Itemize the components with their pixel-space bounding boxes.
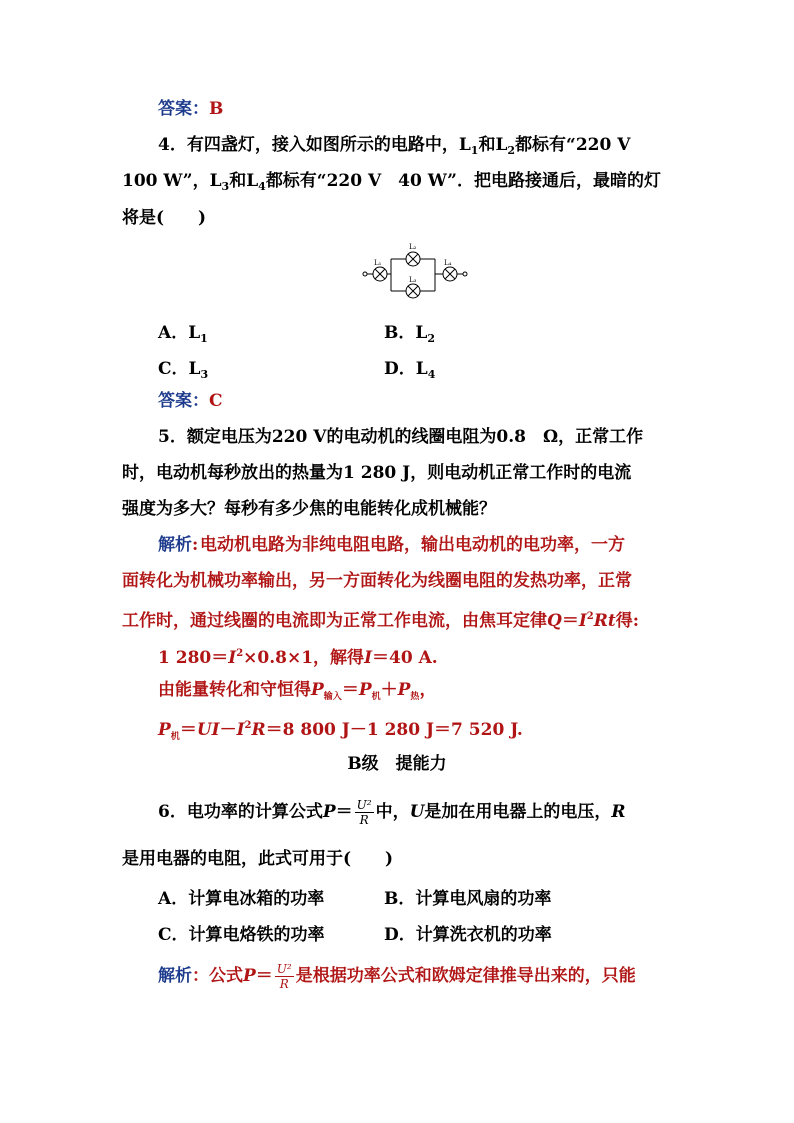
superscript: 2 [244,720,252,731]
subscript: 4 [427,368,436,381]
option-text: C．计算电烙铁的功率 [158,925,325,945]
solution-text: 面转化为机械功率输出，另一方面转化为线圈电阻的发热功率，正常 [122,571,632,591]
subscript: 1 [200,332,208,345]
subscript: 热 [410,692,420,702]
q5-text: 强度为多大？每秒有多少焦的电能转化成机械能？ [122,499,496,519]
math-op: ＝ [255,966,273,986]
math-var: P [158,720,171,740]
math-op: ＝ [561,611,579,631]
solution-label: 解析 [158,535,192,555]
solution-text: 公式 [209,966,243,986]
q6-text: 中， [375,802,410,822]
lamp-l4 [443,267,457,281]
q4-text: 都标有“220 V [515,135,631,155]
section-title: B级 提能力 [347,754,447,774]
q4-option-b [384,318,435,345]
solution-text: ＝8 800 J－1 280 J＝7 520 J. [265,720,523,740]
option-text: A．L [158,323,201,343]
q4-option-c [158,354,208,381]
math-var: Rt [593,611,616,631]
math-op: － [219,720,237,740]
math-op: ＝ [179,720,197,740]
q4-text: 100 W”，L [122,171,222,191]
q4-option-a [158,318,208,345]
sol5-line-6 [158,715,523,748]
solution-text: ×0.8×1，解得 [243,648,365,668]
fraction-denominator: R [359,813,369,827]
q4-line-2 [122,170,661,198]
label-l1: L₁ [374,259,382,267]
fraction-numerator: U² [356,798,372,812]
answer-line-c [158,390,223,412]
q6-line-1 [158,798,626,827]
q4-text: 将是( ) [122,208,207,228]
sol5-line-4 [158,643,438,669]
question-number: 5． [158,427,187,447]
option-text: A．计算电冰箱的功率 [158,889,325,909]
q4-line-1 [158,134,630,162]
q6-text: 电功率的计算公式 [186,802,323,822]
math-var: I [364,648,373,668]
label-l4: L₄ [444,259,452,267]
math-var: R [611,802,626,822]
math-var: Q [547,611,562,631]
subscript: 机 [371,692,381,702]
sol6-line-1 [158,962,636,991]
fraction [275,962,294,991]
option-text: D．L [384,359,428,379]
q5-line-2 [122,462,631,484]
sol5-line-5 [158,679,436,708]
solution-text: 是根据功率公式和欧姆定律推导出来的，只能 [295,966,636,986]
lamp-l1 [373,267,387,281]
q6-text: 是加在用电器上的电压， [424,802,612,822]
solution-text: ， [419,680,437,700]
question-number: 6． [158,802,187,822]
fraction-numerator: U² [276,962,292,976]
sol5-line-2 [122,570,632,592]
option-text: C．L [158,359,201,379]
subscript: 机 [170,732,180,742]
q4-text: 有四盏灯，接入如图所示的电路中，L [186,135,471,155]
answer-value: C [209,391,223,411]
q4-text: 和L [478,135,508,155]
q6-option-d [384,920,552,945]
math-var: P [358,680,372,700]
answer-label: 答案： [158,99,209,119]
math-var: P [322,802,336,822]
answer-value: B [209,99,224,119]
subscript: 4 [258,180,266,193]
solution-text: 工作时，通过线圈的电流即为正常工作电流，由焦耳定律 [122,611,547,631]
subscript: 3 [221,180,230,193]
answer-line-b [158,98,223,120]
solution-colon: : [192,535,199,555]
question-number: 4． [158,135,187,155]
option-text: B．计算电风扇的功率 [384,889,552,909]
lamp-l3 [406,284,420,298]
q6-option-a [158,884,324,909]
solution-colon: ： [192,966,209,986]
fraction-denominator: R [279,977,289,991]
math-op: ＝ [341,680,359,700]
math-var: P [397,680,411,700]
superscript: 2 [236,648,244,659]
math-var: P [243,966,256,986]
subscript: 3 [200,368,209,381]
math-var: I [578,611,587,631]
sol5-line-1 [158,534,625,556]
subscript: 2 [507,144,516,157]
solution-text: 得: [615,611,639,631]
q6-text: 是用电器的电阻，此式可用于( ) [122,849,394,869]
subscript: 1 [470,144,479,157]
math-var: I [236,720,245,740]
math-var: UI [196,720,220,740]
subscript: 2 [427,332,435,345]
math-var: R [251,720,266,740]
label-l3: L₃ [409,276,417,284]
math-var: U [409,802,425,822]
math-var: P [311,680,324,700]
math-var: I [228,648,237,668]
solution-text: 电动机电路为非纯电阻电路，输出电动机的电功率，一方 [199,535,625,555]
section-heading [0,753,794,775]
terminal-right [463,272,467,276]
lamp-l2 [406,252,420,266]
q4-text: 和L [229,171,259,191]
answer-label: 答案： [158,391,209,411]
solution-text: ＝40 A. [372,648,438,668]
q6-option-c [158,920,325,945]
q4-text: 都标有“220 V 40 W”．把电路接通后，最暗的灯 [265,171,661,191]
solution-label: 解析 [158,966,192,986]
sol5-line-3 [122,606,639,632]
option-text: D．计算洗衣机的功率 [384,925,552,945]
q5-line-1 [158,426,643,448]
q6-option-b [384,884,551,909]
circuit-diagram [360,240,472,304]
subscript: 输入 [323,692,342,702]
option-text: B．L [384,323,428,343]
q5-text: 额定电压为220 V的电动机的线圈电阻为0.8 Ω，正常工作 [186,427,644,447]
fraction [355,798,374,827]
q4-option-d [384,354,435,381]
q6-line-2 [122,848,393,870]
label-l2: L₂ [409,243,417,251]
solution-text: 1 280＝ [158,648,229,668]
terminal-left [363,272,367,276]
math-op: ＝ [335,802,353,822]
solution-text: 由能量转化和守恒得 [158,680,311,700]
q5-line-3 [122,498,496,520]
q5-text: 时，电动机每秒放出的热量为1 280 J，则电动机正常工作时的电流 [122,463,632,483]
superscript: 2 [586,611,594,622]
math-op: ＋ [380,680,398,700]
q4-line-3 [122,207,206,229]
